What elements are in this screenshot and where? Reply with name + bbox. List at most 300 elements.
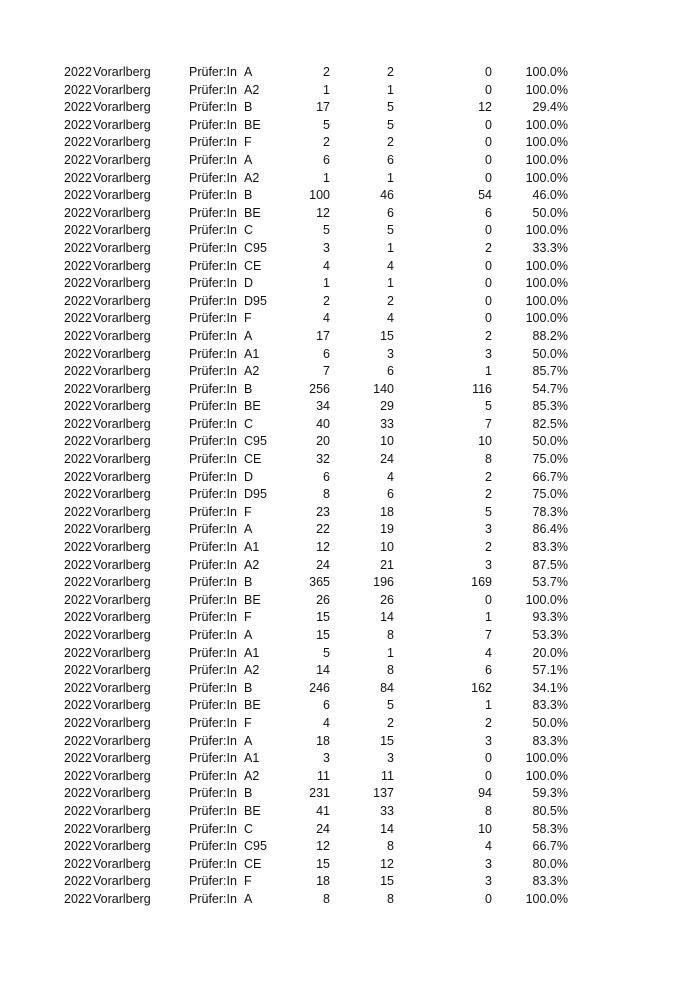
passed-cell: 4 <box>387 469 394 484</box>
passed-cell: 15 <box>380 733 394 748</box>
total-cell: 2 <box>323 65 330 79</box>
table-row <box>0 715 700 733</box>
table-row <box>0 557 700 575</box>
failed-cell: 4 <box>485 645 492 660</box>
pass-rate-cell: 83.3% <box>532 540 568 555</box>
total-cell: 20 <box>316 434 330 449</box>
table-row <box>0 398 700 416</box>
year-cell: 2022 <box>64 82 92 97</box>
year-cell: 2022 <box>64 680 92 695</box>
license-class-cell: B <box>244 100 253 115</box>
region-cell: Vorarlberg <box>93 328 151 343</box>
pass-rate-cell: 34.1% <box>532 680 568 695</box>
failed-cell: 0 <box>485 293 492 308</box>
failed-cell: 1 <box>485 364 492 379</box>
role-cell: Prüfer:In <box>189 135 237 150</box>
table-row <box>0 416 700 434</box>
region-cell: Vorarlberg <box>93 434 151 449</box>
pass-rate-cell: 75.0% <box>532 452 568 467</box>
license-class-cell: A2 <box>244 768 260 783</box>
pass-rate-cell: 50.0% <box>532 434 568 449</box>
year-cell: 2022 <box>64 575 92 590</box>
year-cell: 2022 <box>64 293 92 308</box>
license-class-cell: A2 <box>244 82 260 97</box>
failed-cell: 0 <box>485 276 492 291</box>
passed-cell: 8 <box>387 628 394 642</box>
table-row <box>0 433 700 451</box>
total-cell: 1 <box>323 170 330 185</box>
table-row <box>0 381 700 399</box>
failed-cell: 10 <box>478 434 492 449</box>
total-cell: 15 <box>316 610 330 625</box>
table-row <box>0 310 700 328</box>
total-cell: 4 <box>323 311 330 326</box>
pass-rate-cell: 88.2% <box>532 328 568 343</box>
year-cell: 2022 <box>64 434 92 449</box>
license-class-cell: B <box>244 188 253 203</box>
failed-cell: 1 <box>485 610 492 625</box>
license-class-cell: BE <box>244 698 261 713</box>
role-cell: Prüfer:In <box>189 610 237 625</box>
year-cell: 2022 <box>64 223 92 238</box>
table-row <box>0 258 700 276</box>
failed-cell: 3 <box>485 522 492 537</box>
year-cell: 2022 <box>64 117 92 132</box>
pass-rate-cell: 46.0% <box>532 188 568 203</box>
pass-rate-cell: 100.0% <box>525 65 568 79</box>
license-class-cell: F <box>244 610 252 625</box>
failed-cell: 10 <box>478 821 492 836</box>
failed-cell: 2 <box>485 240 492 255</box>
total-cell: 22 <box>316 522 330 537</box>
failed-cell: 7 <box>485 416 492 431</box>
table-row <box>0 486 700 504</box>
data-table <box>0 64 700 909</box>
failed-cell: 3 <box>485 856 492 871</box>
passed-cell: 15 <box>380 874 394 889</box>
license-class-cell: F <box>244 135 252 150</box>
role-cell: Prüfer:In <box>189 663 237 678</box>
role-cell: Prüfer:In <box>189 557 237 572</box>
role-cell: Prüfer:In <box>189 645 237 660</box>
license-class-cell: A1 <box>244 645 260 660</box>
passed-cell: 6 <box>387 205 394 220</box>
license-class-cell: BE <box>244 399 261 414</box>
role-cell: Prüfer:In <box>189 328 237 343</box>
table-row <box>0 592 700 610</box>
total-cell: 2 <box>323 135 330 150</box>
year-cell: 2022 <box>64 135 92 150</box>
failed-cell: 0 <box>485 768 492 783</box>
table-row <box>0 117 700 135</box>
passed-cell: 46 <box>380 188 394 203</box>
role-cell: Prüfer:In <box>189 698 237 713</box>
failed-cell: 0 <box>485 223 492 238</box>
pass-rate-cell: 100.0% <box>525 82 568 97</box>
pass-rate-cell: 53.3% <box>532 628 568 642</box>
passed-cell: 5 <box>387 698 394 713</box>
region-cell: Vorarlberg <box>93 276 151 291</box>
table-row <box>0 539 700 557</box>
failed-cell: 0 <box>485 82 492 97</box>
year-cell: 2022 <box>64 663 92 678</box>
failed-cell: 0 <box>485 891 492 906</box>
passed-cell: 3 <box>387 346 394 361</box>
pass-rate-cell: 100.0% <box>525 258 568 273</box>
pass-rate-cell: 85.3% <box>532 399 568 414</box>
table-row <box>0 205 700 223</box>
region-cell: Vorarlberg <box>93 768 151 783</box>
year-cell: 2022 <box>64 751 92 766</box>
total-cell: 256 <box>309 381 330 396</box>
year-cell: 2022 <box>64 803 92 818</box>
failed-cell: 0 <box>485 311 492 326</box>
table-row <box>0 346 700 364</box>
table-row <box>0 662 700 680</box>
license-class-cell: A <box>244 891 253 906</box>
region-cell: Vorarlberg <box>93 715 151 730</box>
year-cell: 2022 <box>64 65 92 79</box>
year-cell: 2022 <box>64 311 92 326</box>
total-cell: 3 <box>323 751 330 766</box>
table-row <box>0 293 700 311</box>
license-class-cell: BE <box>244 803 261 818</box>
region-cell: Vorarlberg <box>93 504 151 519</box>
role-cell: Prüfer:In <box>189 399 237 414</box>
pass-rate-cell: 100.0% <box>525 768 568 783</box>
pass-rate-cell: 100.0% <box>525 891 568 906</box>
table-row <box>0 275 700 293</box>
year-cell: 2022 <box>64 399 92 414</box>
total-cell: 6 <box>323 346 330 361</box>
failed-cell: 0 <box>485 117 492 132</box>
passed-cell: 15 <box>380 328 394 343</box>
failed-cell: 5 <box>485 504 492 519</box>
year-cell: 2022 <box>64 592 92 607</box>
failed-cell: 7 <box>485 628 492 642</box>
year-cell: 2022 <box>64 645 92 660</box>
license-class-cell: CE <box>244 258 262 273</box>
license-class-cell: C <box>244 416 254 431</box>
license-class-cell: C <box>244 223 254 238</box>
failed-cell: 0 <box>485 258 492 273</box>
license-class-cell: A1 <box>244 751 260 766</box>
passed-cell: 137 <box>373 786 394 801</box>
passed-cell: 6 <box>387 487 394 502</box>
table-row <box>0 170 700 188</box>
region-cell: Vorarlberg <box>93 135 151 150</box>
table-row <box>0 856 700 874</box>
table-row <box>0 733 700 751</box>
passed-cell: 4 <box>387 311 394 326</box>
year-cell: 2022 <box>64 715 92 730</box>
role-cell: Prüfer:In <box>189 170 237 185</box>
passed-cell: 4 <box>387 258 394 273</box>
pass-rate-cell: 59.3% <box>532 786 568 801</box>
pass-rate-cell: 80.0% <box>532 856 568 871</box>
year-cell: 2022 <box>64 891 92 906</box>
region-cell: Vorarlberg <box>93 258 151 273</box>
license-class-cell: A1 <box>244 346 260 361</box>
failed-cell: 162 <box>471 680 492 695</box>
pass-rate-cell: 100.0% <box>525 117 568 132</box>
total-cell: 6 <box>323 698 330 713</box>
table-row <box>0 838 700 856</box>
license-class-cell: A <box>244 628 253 642</box>
pass-rate-cell: 66.7% <box>532 839 568 854</box>
region-cell: Vorarlberg <box>93 117 151 132</box>
total-cell: 2 <box>323 293 330 308</box>
region-cell: Vorarlberg <box>93 557 151 572</box>
license-class-cell: C95 <box>244 240 267 255</box>
table-row <box>0 240 700 258</box>
passed-cell: 1 <box>387 645 394 660</box>
total-cell: 18 <box>316 874 330 889</box>
year-cell: 2022 <box>64 856 92 871</box>
year-cell: 2022 <box>64 328 92 343</box>
year-cell: 2022 <box>64 733 92 748</box>
license-class-cell: A1 <box>244 540 260 555</box>
pass-rate-cell: 100.0% <box>525 276 568 291</box>
role-cell: Prüfer:In <box>189 821 237 836</box>
pass-rate-cell: 83.3% <box>532 698 568 713</box>
license-class-cell: A2 <box>244 557 260 572</box>
failed-cell: 0 <box>485 152 492 167</box>
passed-cell: 140 <box>373 381 394 396</box>
failed-cell: 0 <box>485 135 492 150</box>
year-cell: 2022 <box>64 205 92 220</box>
role-cell: Prüfer:In <box>189 540 237 555</box>
table-row <box>0 645 700 663</box>
license-class-cell: BE <box>244 205 261 220</box>
pass-rate-cell: 82.5% <box>532 416 568 431</box>
total-cell: 12 <box>316 205 330 220</box>
pass-rate-cell: 100.0% <box>525 223 568 238</box>
pass-rate-cell: 100.0% <box>525 293 568 308</box>
license-class-cell: F <box>244 715 252 730</box>
role-cell: Prüfer:In <box>189 65 237 79</box>
table-row <box>0 609 700 627</box>
table-row <box>0 82 700 100</box>
year-cell: 2022 <box>64 504 92 519</box>
table-row <box>0 328 700 346</box>
total-cell: 4 <box>323 258 330 273</box>
passed-cell: 11 <box>381 768 394 783</box>
table-row <box>0 627 700 645</box>
pass-rate-cell: 85.7% <box>532 364 568 379</box>
role-cell: Prüfer:In <box>189 293 237 308</box>
pass-rate-cell: 20.0% <box>532 645 568 660</box>
year-cell: 2022 <box>64 839 92 854</box>
passed-cell: 1 <box>387 240 394 255</box>
region-cell: Vorarlberg <box>93 82 151 97</box>
total-cell: 365 <box>309 575 330 590</box>
total-cell: 11 <box>317 768 330 783</box>
failed-cell: 5 <box>485 399 492 414</box>
year-cell: 2022 <box>64 698 92 713</box>
license-class-cell: A2 <box>244 170 260 185</box>
table-row <box>0 99 700 117</box>
failed-cell: 3 <box>485 733 492 748</box>
total-cell: 4 <box>323 715 330 730</box>
role-cell: Prüfer:In <box>189 733 237 748</box>
passed-cell: 14 <box>380 821 394 836</box>
region-cell: Vorarlberg <box>93 469 151 484</box>
table-row <box>0 134 700 152</box>
passed-cell: 10 <box>380 540 394 555</box>
year-cell: 2022 <box>64 786 92 801</box>
region-cell: Vorarlberg <box>93 188 151 203</box>
passed-cell: 8 <box>387 891 394 906</box>
year-cell: 2022 <box>64 522 92 537</box>
license-class-cell: CE <box>244 452 262 467</box>
table-row <box>0 504 700 522</box>
table-row <box>0 785 700 803</box>
total-cell: 6 <box>323 469 330 484</box>
region-cell: Vorarlberg <box>93 610 151 625</box>
region-cell: Vorarlberg <box>93 452 151 467</box>
total-cell: 14 <box>316 663 330 678</box>
license-class-cell: B <box>244 575 253 590</box>
failed-cell: 116 <box>472 381 492 396</box>
role-cell: Prüfer:In <box>189 856 237 871</box>
role-cell: Prüfer:In <box>189 276 237 291</box>
pass-rate-cell: 50.0% <box>532 715 568 730</box>
passed-cell: 26 <box>380 592 394 607</box>
pass-rate-cell: 53.7% <box>532 575 568 590</box>
year-cell: 2022 <box>64 540 92 555</box>
license-class-cell: A <box>244 152 253 167</box>
pass-rate-cell: 75.0% <box>532 487 568 502</box>
passed-cell: 12 <box>380 856 394 871</box>
total-cell: 246 <box>309 680 330 695</box>
failed-cell: 169 <box>471 575 492 590</box>
region-cell: Vorarlberg <box>93 223 151 238</box>
total-cell: 40 <box>316 416 330 431</box>
passed-cell: 33 <box>380 803 394 818</box>
passed-cell: 14 <box>380 610 394 625</box>
license-class-cell: CE <box>244 856 262 871</box>
failed-cell: 94 <box>478 786 492 801</box>
pass-rate-cell: 100.0% <box>525 592 568 607</box>
total-cell: 1 <box>323 82 330 97</box>
failed-cell: 54 <box>478 188 492 203</box>
total-cell: 15 <box>316 856 330 871</box>
pass-rate-cell: 100.0% <box>525 751 568 766</box>
year-cell: 2022 <box>64 557 92 572</box>
region-cell: Vorarlberg <box>93 733 151 748</box>
role-cell: Prüfer:In <box>189 680 237 695</box>
license-class-cell: B <box>244 381 253 396</box>
table-row <box>0 803 700 821</box>
total-cell: 17 <box>316 328 330 343</box>
region-cell: Vorarlberg <box>93 416 151 431</box>
table-row <box>0 187 700 205</box>
total-cell: 32 <box>316 452 330 467</box>
table-row <box>0 768 700 786</box>
table-row <box>0 873 700 891</box>
year-cell: 2022 <box>64 364 92 379</box>
passed-cell: 2 <box>387 715 394 730</box>
passed-cell: 29 <box>380 399 394 414</box>
role-cell: Prüfer:In <box>189 311 237 326</box>
pass-rate-cell: 83.3% <box>532 733 568 748</box>
total-cell: 24 <box>316 821 330 836</box>
region-cell: Vorarlberg <box>93 152 151 167</box>
year-cell: 2022 <box>64 469 92 484</box>
region-cell: Vorarlberg <box>93 856 151 871</box>
total-cell: 1 <box>323 276 330 291</box>
role-cell: Prüfer:In <box>189 874 237 889</box>
region-cell: Vorarlberg <box>93 680 151 695</box>
pass-rate-cell: 100.0% <box>525 135 568 150</box>
region-cell: Vorarlberg <box>93 592 151 607</box>
license-class-cell: A <box>244 65 253 79</box>
table-row <box>0 451 700 469</box>
failed-cell: 1 <box>485 698 492 713</box>
region-cell: Vorarlberg <box>93 645 151 660</box>
license-class-cell: D95 <box>244 293 267 308</box>
license-class-cell: D <box>244 276 254 291</box>
failed-cell: 2 <box>485 540 492 555</box>
role-cell: Prüfer:In <box>189 100 237 115</box>
passed-cell: 3 <box>387 751 394 766</box>
year-cell: 2022 <box>64 768 92 783</box>
license-class-cell: A <box>244 733 253 748</box>
role-cell: Prüfer:In <box>189 592 237 607</box>
region-cell: Vorarlberg <box>93 891 151 906</box>
region-cell: Vorarlberg <box>93 874 151 889</box>
pass-rate-cell: 80.5% <box>532 803 568 818</box>
passed-cell: 1 <box>387 276 394 291</box>
total-cell: 5 <box>323 117 330 132</box>
pass-rate-cell: 29.4% <box>532 100 568 115</box>
failed-cell: 2 <box>485 469 492 484</box>
region-cell: Vorarlberg <box>93 628 151 642</box>
year-cell: 2022 <box>64 100 92 115</box>
license-class-cell: BE <box>244 117 261 132</box>
role-cell: Prüfer:In <box>189 117 237 132</box>
pass-rate-cell: 100.0% <box>525 311 568 326</box>
role-cell: Prüfer:In <box>189 768 237 783</box>
passed-cell: 18 <box>380 504 394 519</box>
license-class-cell: A2 <box>244 663 260 678</box>
license-class-cell: B <box>244 680 253 695</box>
table-row <box>0 222 700 240</box>
pass-rate-cell: 58.3% <box>532 821 568 836</box>
region-cell: Vorarlberg <box>93 381 151 396</box>
pass-rate-cell: 86.4% <box>532 522 568 537</box>
passed-cell: 2 <box>387 293 394 308</box>
failed-cell: 4 <box>485 839 492 854</box>
role-cell: Prüfer:In <box>189 452 237 467</box>
license-class-cell: BE <box>244 592 261 607</box>
passed-cell: 1 <box>387 82 394 97</box>
role-cell: Prüfer:In <box>189 575 237 590</box>
region-cell: Vorarlberg <box>93 100 151 115</box>
license-class-cell: C95 <box>244 839 267 854</box>
passed-cell: 21 <box>380 557 394 572</box>
table-row <box>0 363 700 381</box>
total-cell: 8 <box>323 487 330 502</box>
region-cell: Vorarlberg <box>93 751 151 766</box>
license-class-cell: B <box>244 786 253 801</box>
license-class-cell: F <box>244 874 252 889</box>
total-cell: 3 <box>323 240 330 255</box>
table-row <box>0 891 700 909</box>
passed-cell: 6 <box>387 364 394 379</box>
license-class-cell: C95 <box>244 434 267 449</box>
